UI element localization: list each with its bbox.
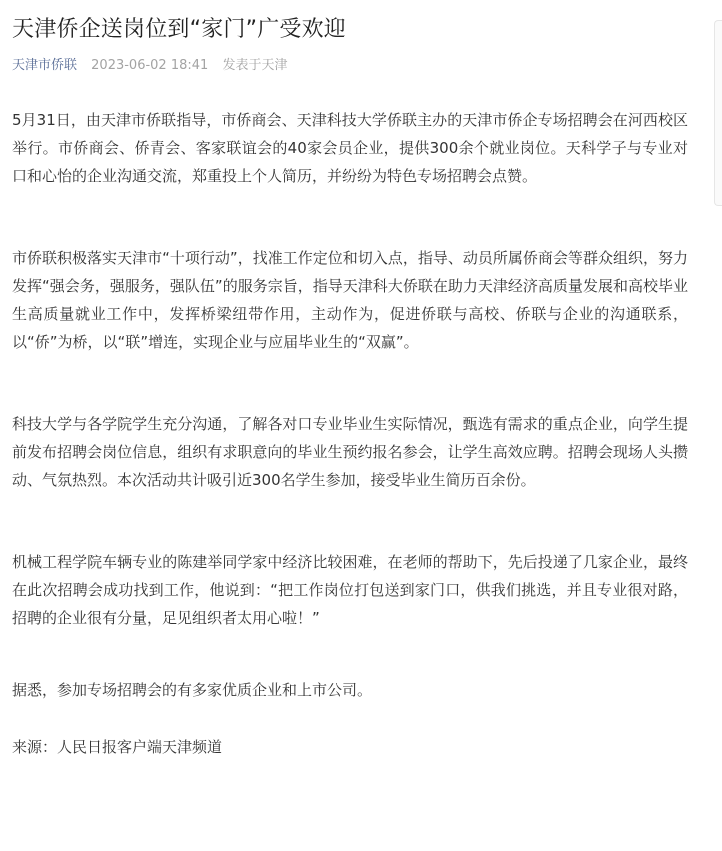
article-meta bbox=[12, 56, 702, 76]
paragraph: 据悉，参加专场招聘会的有多家优质企业和上市公司。 bbox=[12, 681, 373, 699]
paragraph: 市侨联积极落实天津市“十项行动”，找准工作定位和切入点，指导、动员所属侨商会等群众组织，努力发挥“强会务，强服务，强队伍”的服务宗旨，指导天津科大侨联在助力天津经济高质量发展和高校毕业生高质量就业工作中，发挥桥梁纽带作用，主动作为，促进侨联与高校、侨联与企业的沟通联系，以“侨”为桥，以“联”增连，实现企业与应届毕业生的“双赢”。 bbox=[12, 249, 688, 351]
publish-date: 2023-06-02 18:41 bbox=[91, 58, 209, 73]
article bbox=[12, 0, 702, 761]
paragraph-spacer bbox=[12, 632, 702, 676]
side-panel-edge bbox=[714, 20, 722, 206]
author-link[interactable]: 天津市侨联 bbox=[12, 58, 78, 73]
paragraph-spacer bbox=[12, 190, 702, 244]
paragraph: 科技大学与各学院学生充分沟通，了解各对口专业毕业生实际情况，甄选有需求的重点企业，向学生提前发布招聘会岗位信息，组织有求职意向的毕业生预约报名参会，让学生高效应聘。招聘会现场人头攒动、气氛热烈。本次活动共计吸引近300名学生参加，接受毕业生简历百余份。 bbox=[12, 415, 688, 489]
article-title: 天津侨企送岗位到“家门”广受欢迎 bbox=[12, 17, 346, 42]
paragraph: 5月31日，由天津市侨联指导，市侨商会、天津科技大学侨联主办的天津市侨企专场招聘会在河西校区举行。市侨商会、侨青会、客家联谊会的40家会员企业，提供300余个就业岗位。天科学子与专业对口和心怡的企业沟通交流，郑重投上个人简历，并纷纷为特色专场招聘会点赞。 bbox=[12, 111, 688, 185]
source-credit: 来源：人民日报客户端天津频道 bbox=[12, 738, 223, 756]
publish-location: 发表于天津 bbox=[222, 58, 288, 73]
paragraph-spacer bbox=[12, 494, 702, 548]
paragraph: 机械工程学院车辆专业的陈建举同学家中经济比较困难，在老师的帮助下，先后投递了几家企业，最终在此次招聘会成功找到工作，他说到：“把工作岗位打包送到家门口，供我们挑选，并且专业很对路，招聘的企业很有分量，足见组织者太用心啦！” bbox=[12, 553, 688, 627]
article-body bbox=[12, 106, 702, 761]
paragraph-spacer bbox=[12, 356, 702, 410]
paragraph-spacer bbox=[12, 704, 702, 733]
